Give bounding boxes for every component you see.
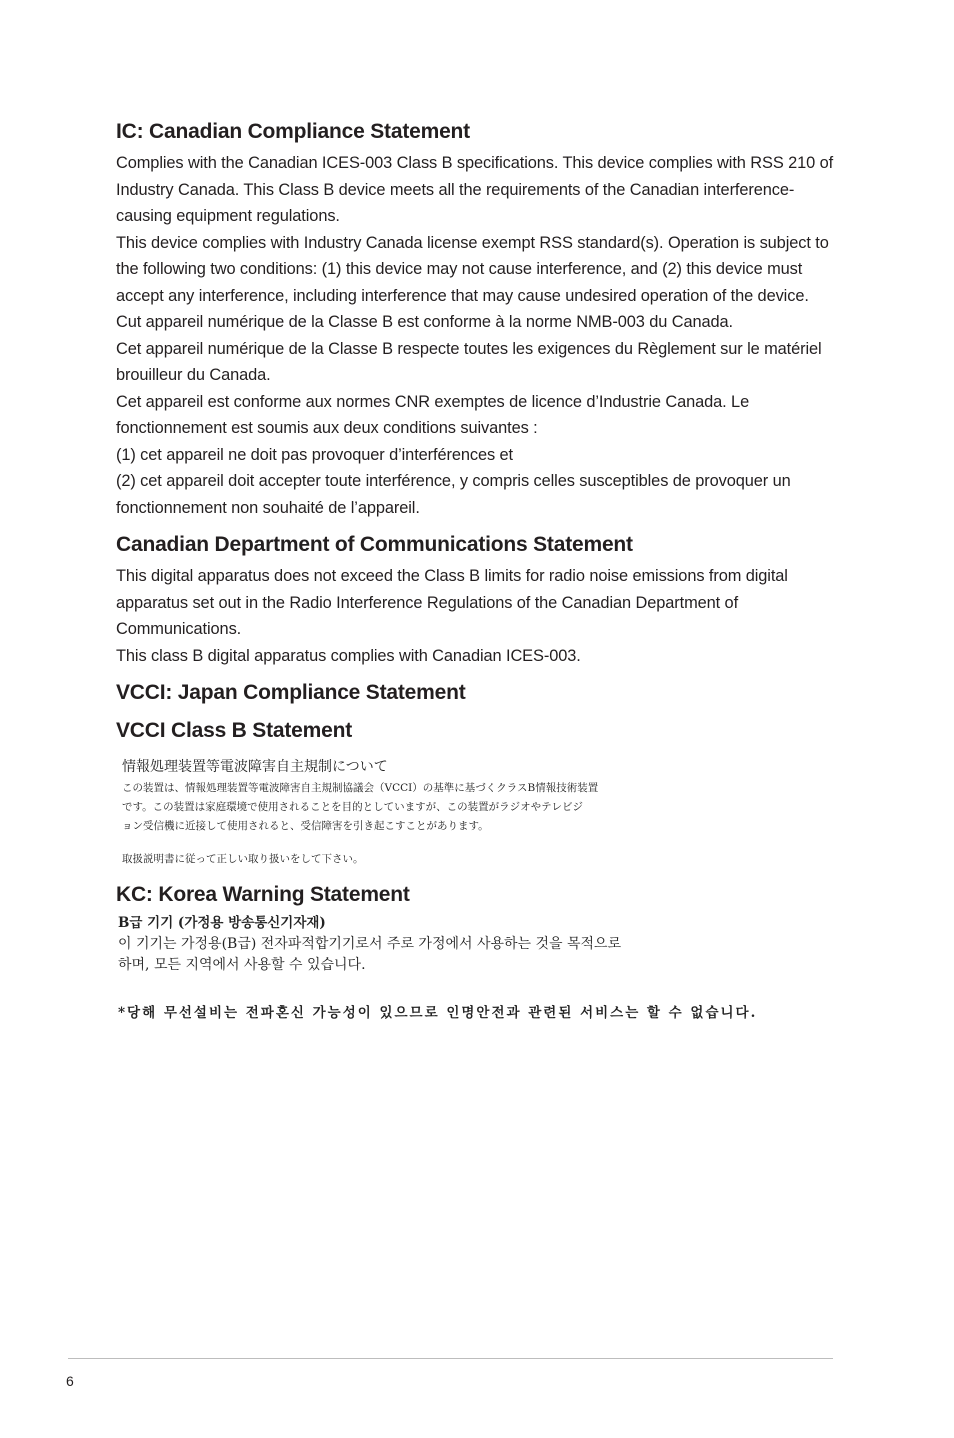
- vcci-subheading: VCCI Class B Statement: [116, 719, 353, 742]
- jp-line: です。この装置は家庭環境で使用されることを目的としていますが、この装置がラジオやテレビジ: [122, 801, 583, 813]
- jp-line: この装置は、情報処理装置等電波障害自主規制協議会（VCCI）の基準に基づくクラスB情報技術装置: [122, 782, 599, 794]
- jp-line: ョン受信機に近接して使用されると、受信障害を引き起こすことがあります。: [122, 820, 489, 832]
- kr-line: 하며, 모든 지역에서 사용할 수 있습니다.: [118, 957, 366, 973]
- dept-heading: Canadian Department of Communications Statement: [116, 533, 633, 556]
- vcci-heading: VCCI: Japan Compliance Statement: [116, 681, 466, 704]
- page-content: [116, 118, 836, 1026]
- jp-note: 取扱説明書に従って正しい取り扱いをして下さい。: [122, 853, 364, 865]
- vcci-japanese-statement: [122, 757, 836, 869]
- ic-paragraph: Complies with the Canadian ICES-003 Class B specifications. This device complies with RSS 210 of Industry Canada. This Class B device meets all the requirements of the Canadian interference-causing equipment regulations.: [116, 154, 834, 225]
- ic-section: [116, 118, 836, 521]
- jp-title: 情報処理装置等電波障害自主規制について: [122, 759, 388, 775]
- ic-paragraph: (1) cet appareil ne doit pas provoquer d’interférences et: [116, 445, 514, 464]
- kr-warning: *당해 무선설비는 전파혼신 가능성이 있으므로 인명안전과 관련된 서비스는 할 수 없습니다.: [118, 1005, 758, 1021]
- dept-section: [116, 531, 836, 669]
- kc-heading: KC: Korea Warning Statement: [116, 883, 410, 906]
- kr-line: B급 기기 (가정용 방송통신기자재): [118, 915, 326, 931]
- kc-section: [116, 881, 836, 1026]
- footer-divider: [68, 1358, 833, 1359]
- ic-heading: IC: Canadian Compliance Statement: [116, 120, 470, 143]
- kr-line: 이 기기는 가정용(B급) 전자파적합기기로서 주로 가정에서 사용하는 것을 목적으로: [118, 936, 622, 952]
- dept-paragraph: This class B digital apparatus complies with Canadian ICES-003.: [116, 646, 581, 665]
- ic-paragraph: Cet appareil est conforme aux normes CNR exemptes de licence d’Industrie Canada. Le fonctionnement est soumis aux deux conditions suivantes :: [116, 392, 750, 437]
- ic-paragraph: This device complies with Industry Canada license exempt RSS standard(s). Operation is subject to the following two conditions: (1) this device may not cause interference, and (2) this device must accept any interference, including interference that may cause undesired operation of the device.: [116, 233, 829, 305]
- kc-korean-statement: [118, 913, 824, 1026]
- dept-paragraph: This digital apparatus does not exceed the Class B limits for radio noise emissions from digital apparatus set out in the Radio Interference Regulations of the Canadian Department of Communications.: [116, 567, 788, 638]
- vcci-section: [116, 679, 836, 869]
- ic-paragraph: Cut appareil numérique de la Classe B est conforme à la norme NMB-003 du Canada.: [116, 313, 733, 331]
- ic-paragraph: Cet appareil numérique de la Classe B respecte toutes les exigences du Règlement sur le matériel brouilleur du Canada.: [116, 339, 822, 384]
- page-number: 6: [66, 1373, 74, 1389]
- ic-paragraph: (2) cet appareil doit accepter toute interférence, y compris celles susceptibles de provoquer un fonctionnement non souhaité de l’appareil.: [116, 472, 791, 517]
